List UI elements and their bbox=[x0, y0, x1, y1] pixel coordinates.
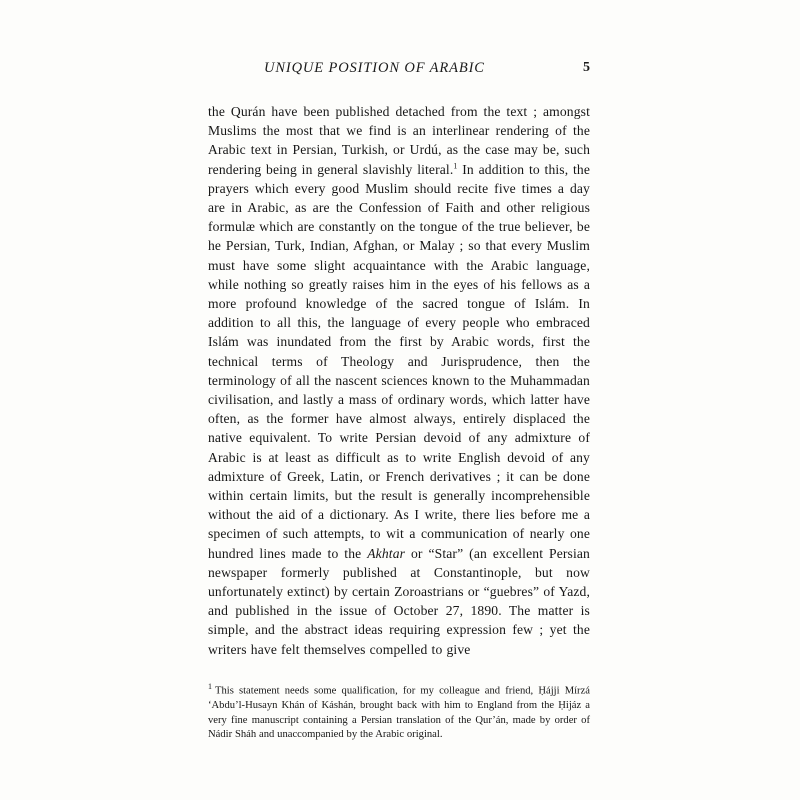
footnote bbox=[208, 680, 590, 743]
body-segment-2: In addition to this, the prayers which every good Muslim should recite five times a day are in Arabic, as are the Confession of Faith and other religious formulæ which are constantly on the tongue of the true believer, be he Persian, Turk, Indian, Afghan, or Malay ; so that every Muslim must have some slight acquaintance with the Arabic language, while nothing so greatly raises him in the eyes of his fellows as a more profound knowledge of the sacred tongue of Islám. In addition to all this, the language of every people who embraced Islám was inundated from the first by Arabic words, first the technical terms of Theology and Jurisprudence, then the terminology of all the nascent sciences known to the Muhammadan civilisation, and lastly a mass of ordinary words, which latter have often, as the former have almost always, entirely displaced the native equivalent. To write Persian devoid of any admixture of Arabic is at least as difficult as to write English devoid of any admixture of Greek, Latin, or French derivatives ; it can be done within certain limits, but the result is generally incomprehensible without the aid of a dictionary. As I write, there lies before me a specimen of such attempts, to wit a communication of nearly one hundred lines made to the bbox=[208, 161, 590, 561]
page-number: 5 bbox=[583, 60, 590, 75]
page-content bbox=[208, 60, 590, 743]
footnote-text: This statement needs some qualification, for my colleague and friend, Ḥájji Mírzá ʻAbdu’l-Husayn Khán of Káshán, brought back with him to England from the Ḥijáz a very fine manuscript containing a Persian translation of the Qur’án, made by order of Nádir Sháh and unaccompanied by the Arabic original. bbox=[208, 685, 590, 741]
footnote-reference: 1 bbox=[453, 161, 458, 171]
body-segment-1: the Qurán have been published detached from the text ; amongst Muslims the most that we find is an interlinear rendering of the Arabic text in Persian, Turkish, or Urdú, as the case may be, such rendering being in general slavishly literal. bbox=[208, 104, 590, 177]
running-head-title: UNIQUE POSITION OF ARABIC bbox=[264, 60, 485, 76]
body-segment-3: or “Star” (an excellent Persian newspaper formerly published at Constantinople, but now unfortunately extinct) by certain Zoroastrians or “guebres” of Yazd, and published in the issue of October 27, 1890. The matter is simple, and the abstract ideas requiring expression few ; yet the writers have felt themselves compelled to give bbox=[208, 545, 590, 657]
main-paragraph bbox=[208, 102, 590, 659]
body-text bbox=[208, 102, 590, 659]
footnote-marker: 1 bbox=[208, 681, 212, 691]
journal-title: Akhtar bbox=[367, 545, 406, 561]
running-head bbox=[208, 60, 590, 78]
